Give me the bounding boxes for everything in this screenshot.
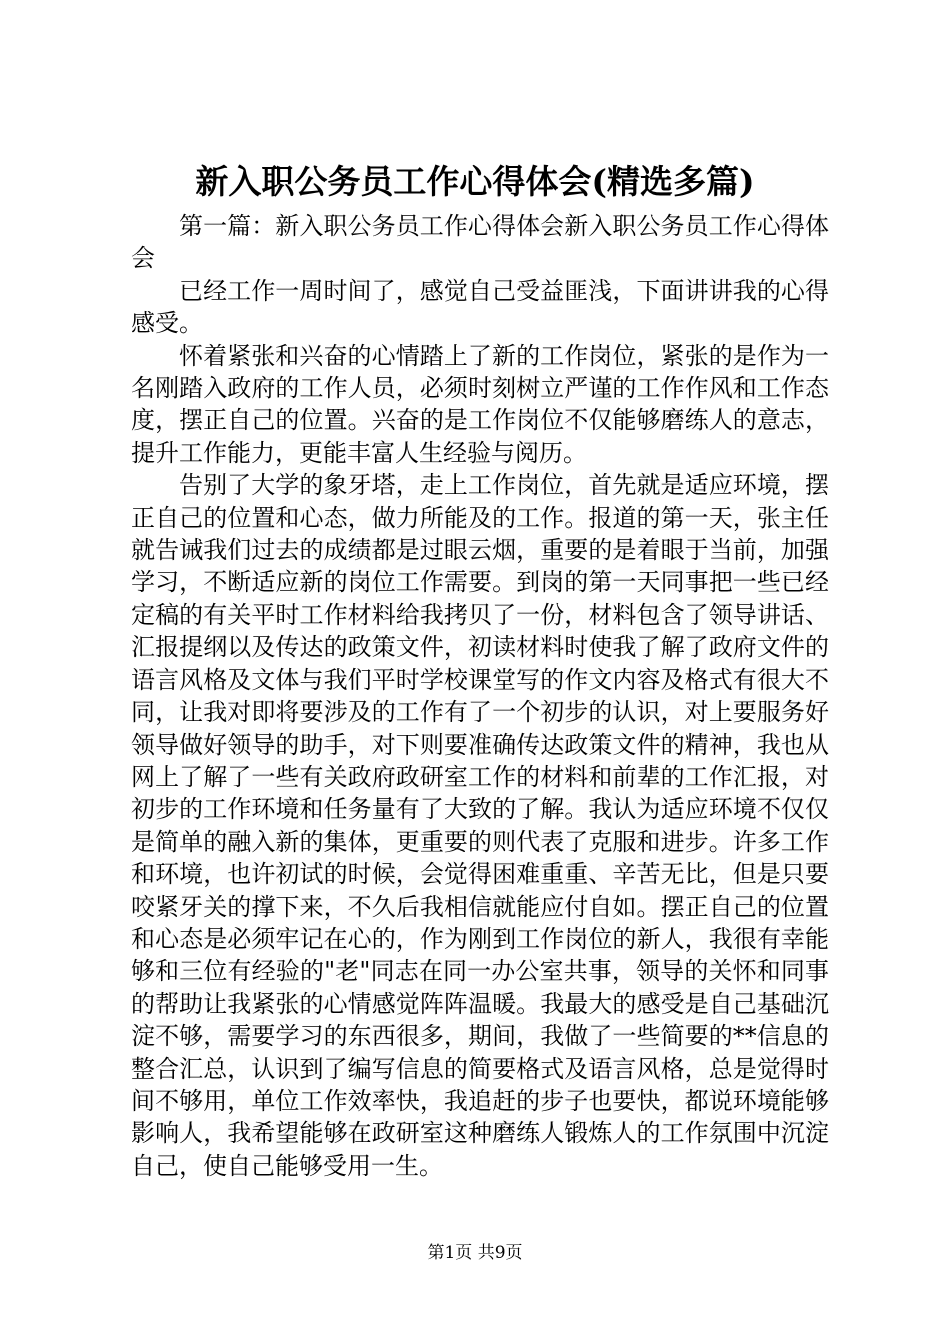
paragraph: 怀着紧张和兴奋的心情踏上了新的工作岗位，紧张的是作为一名刚踏入政府的工作人员，必须时刻树立严谨的工作作风和工作态度，摆正自己的位置。兴奋的是工作岗位不仅能够磨练人的意志，提升工作能力，更能丰富人生经验与阅历。 xyxy=(131,341,829,467)
document-body xyxy=(131,210,829,1182)
paragraph: 已经工作一周时间了，感觉自己受益匪浅，下面讲讲我的心得感受。 xyxy=(131,276,829,338)
document-title: 新入职公务员工作心得体会(精选多篇) xyxy=(195,162,755,201)
paragraph: 告别了大学的象牙塔，走上工作岗位，首先就是适应环境，摆正自己的位置和心态，做力所能及的工作。报道的第一天，张主任就告诫我们过去的成绩都是过眼云烟，重要的是着眼于当前，加强学习，不断适应新的岗位工作需要。到岗的第一天同事把一些已经定稿的有关平时工作材料给我拷贝了一份，材料包含了领导讲话、汇报提纲以及传达的政策文件，初读材料时使我了解了政府文件的语言风格及文体与我们平时学校课堂写的作文内容及格式有很大不同，让我对即将要涉及的工作有了一个初步的认识，对上要服务好领导做好领导的助手，对下则要准确传达政策文件的精神，我也从网上了解了一些有关政府政研室工作的材料和前辈的工作汇报，对初步的工作环境和任务量有了大致的了解。我认为适应环境不仅仅是简单的融入新的集体，更重要的则代表了克服和进步。许多工作和环境，也许初试的时候，会觉得困难重重、辛苦无比，但是只要咬紧牙关的撑下来，不久后我相信就能应付自如。摆正自己的位置和心态是必须牢记在心的，作为刚到工作岗位的新人，我很有幸能够和三位有经验的"老"同志在同一办公室共事，领导的关怀和同事的帮助让我紧张的心情感觉阵阵温暖。我最大的感受是自己基础沉淀不够，需要学习的东西很多，期间，我做了一些简要的**信息的整合汇总，认识到了编写信息的简要格式及语言风格，总是觉得时间不够用，单位工作效率快，我追赶的步子也要快，都说环境能够影响人，我希望能够在政研室这种磨练人锻炼人的工作氛围中沉淀自己，使自己能够受用一生。 xyxy=(131,471,829,1180)
page-number-footer: 第1页 共9页 xyxy=(427,1243,523,1263)
paragraph: 第一篇：新入职公务员工作心得体会新入职公务员工作心得体会 xyxy=(131,212,829,273)
